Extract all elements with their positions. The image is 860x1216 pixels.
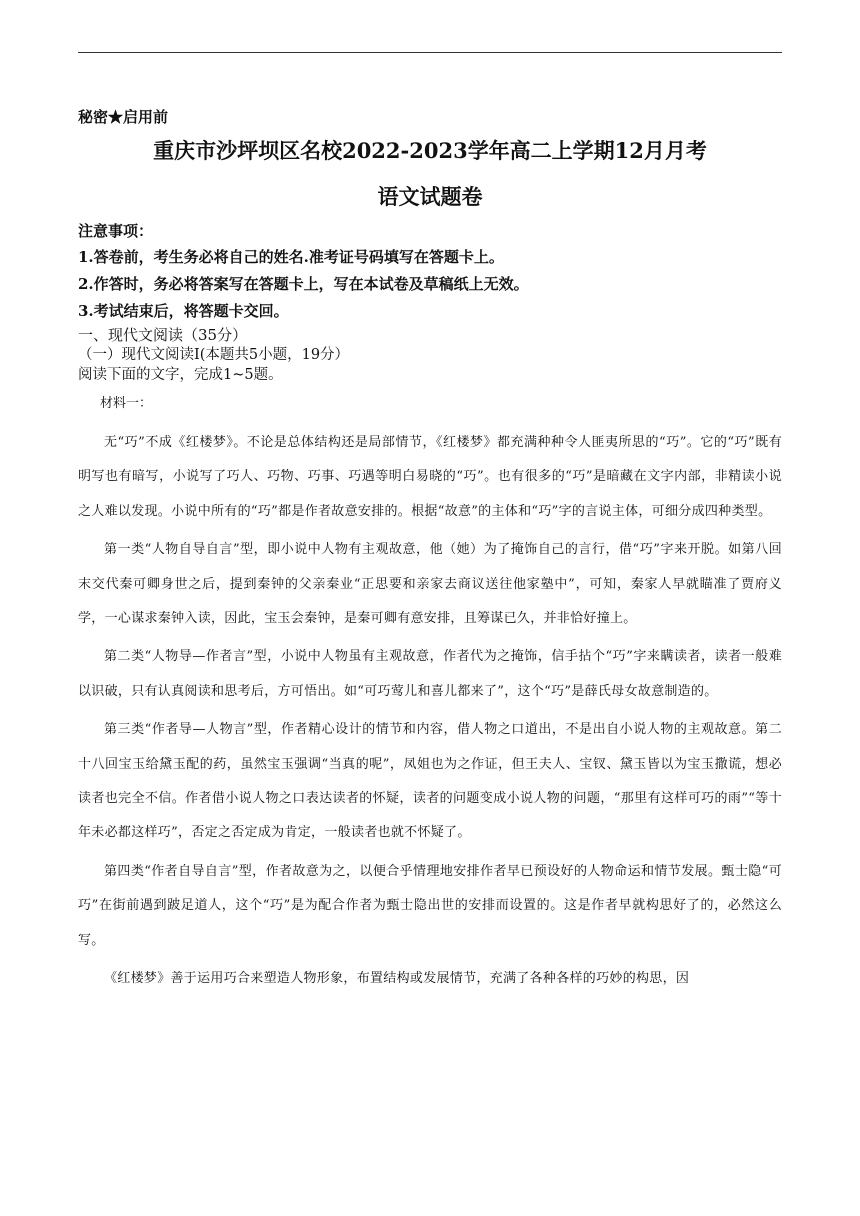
- exam-page: [78, 104, 782, 1001]
- exam-subtitle: 语文试题卷: [377, 184, 483, 209]
- material-paragraph: 第一类“人物自导自言”型，即小说中人物有主观故意，他（她）为了掩饰自己的言行，借“巧”字来开脱。如第八回末交代秦可卿身世之后，提到秦钟的父亲秦业“正思要和亲家去商议送往他家塾中”，可知，秦家人早就瞄准了贾府义学，一心谋求秦钟入读，因此，宝玉会秦钟，是秦可卿有意安排，且筹谋已久，并非恰好撞上。: [78, 542, 782, 627]
- notice-heading: 注意事项：: [78, 222, 154, 240]
- material-paragraph: 无“巧”不成《红楼梦》。不论是总体结构还是局部情节，《红楼梦》都充满种种令人匪夷所思的“巧”。它的“巧”既有明写也有暗写，小说写了巧人、巧物、巧事、巧遇等明白易晓的“巧”。也有很多的“巧”是暗藏在文字内部，非精读小说之人难以发现。小说中所有的“巧”都是作者故意安排的。根据“故意”的主体和“巧”字的言说主体，可细分成四种类型。: [78, 435, 782, 519]
- material-paragraph: 《红楼梦》善于运用巧合来塑造人物形象，布置结构或发展情节，充满了各种各样的巧妙的构思，因: [104, 971, 690, 987]
- section-title: 一、现代文阅读（35分）: [78, 326, 248, 344]
- material-label: 材料一：: [100, 396, 153, 411]
- sub-section-title: （一）现代文阅读Ⅰ(本题共5小题，19分）: [78, 347, 350, 363]
- material-paragraph: 第四类“作者自导自言”型，作者故意为之，以便合乎情理地安排作者早已预设好的人物命运和情节发展。甄士隐“可巧”在街前遇到跛足道人，这个“巧”是为配合作者为甄士隐出世的安排而设置的。这是作者早就构思好了的，必然这么写。: [78, 863, 782, 948]
- material-paragraph: 第二类“人物导—作者言”型，小说中人物虽有主观故意，作者代为之掩饰，信手拈个“巧”字来瞒读者，读者一般难以识破，只有认真阅读和思考后，方可悟出。如“可巧莺儿和喜儿都来了”，这个“巧”是薛氏母女故意制造的。: [78, 649, 782, 699]
- exam-title: 重庆市沙坪坝区名校2022-2023学年高二上学期12月月考: [153, 138, 707, 163]
- notice-item: 3.考试结束后，将答题卡交回。: [78, 302, 289, 320]
- secret-label: 秘密★启用前: [78, 108, 169, 126]
- notice-item: 2.作答时，务必将答案写在答题卡上，写在本试卷及草稿纸上无效。: [78, 275, 529, 293]
- notice-item: 1.答卷前，考生务必将自己的姓名.准考证号码填写在答题卡上。: [78, 248, 504, 266]
- notice-block: [78, 218, 782, 325]
- material-paragraph: 第三类“作者导—人物言”型，作者精心设计的情节和内容，借人物之口道出，不是出自小说人物的主观故意。第二十八回宝玉给黛玉配的药，虽然宝玉强调“当真的呢”，凤姐也为之作证，但王夫人、宝钗、黛玉皆以为宝玉撒谎，想必读者也完全不信。作者借小说人物之口表达读者的怀疑，读者的问题变成小说人物的问题，“那里有这样可巧的雨”“等十年未必都这样巧”，否定之否定成为肯定，一般读者也就不怀疑了。: [78, 722, 782, 841]
- header-rule: [78, 52, 782, 53]
- reading-instruction: 阅读下面的文字，完成1~5题。: [78, 367, 283, 383]
